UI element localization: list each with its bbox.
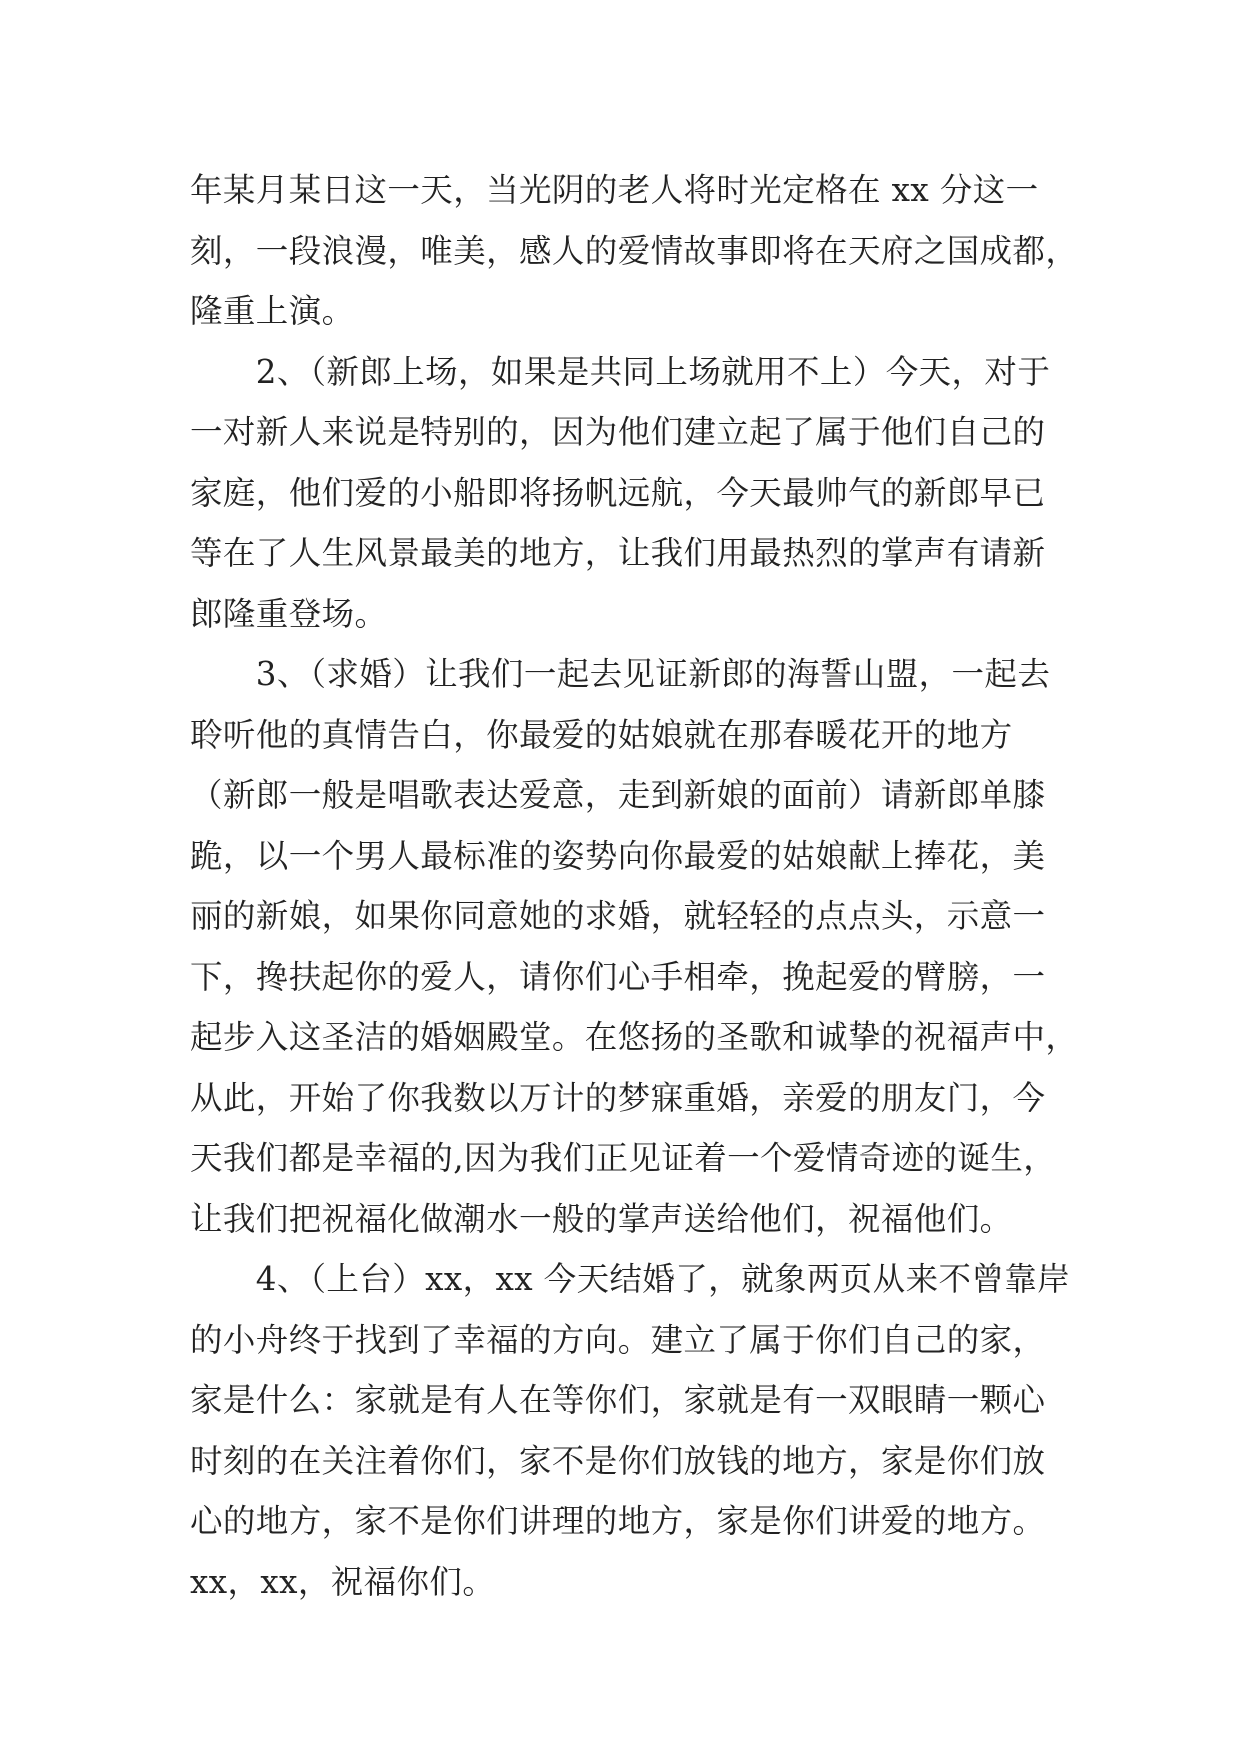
- text-line: 家庭，他们爱的小船即将扬帆远航，今天最帅气的新郎早已: [190, 473, 1046, 512]
- text-line: 让我们把祝福化做潮水一般的掌声送给他们，祝福他们。: [190, 1199, 1013, 1238]
- text-line: 郎隆重登场。: [190, 594, 388, 633]
- text-line: 天我们都是幸福的,因为我们正见证着一个爱情奇迹的诞生，: [190, 1139, 1057, 1177]
- text-line: 下，搀扶起你的爱人，请你们心手相牵，挽起爱的臂膀，一: [190, 957, 1046, 996]
- text-line: 隆重上演。: [190, 292, 355, 330]
- text-line: 聆听他的真情告白，你最爱的姑娘就在那春暖花开的地方: [190, 715, 1013, 754]
- text-line: 4、（上台）xx，xx 今天结婚了，就象两页从来不曾靠岸: [190, 1260, 1071, 1298]
- text-line: 等在了人生风景最美的地方，让我们用最热烈的掌声有请新: [190, 534, 1046, 572]
- text-line: 一对新人来说是特别的，因为他们建立起了属于他们自己的: [190, 413, 1046, 451]
- text-line: 2、（新郎上场，如果是共同上场就用不上）今天，对于: [190, 352, 1051, 391]
- text-line: （新郎一般是唱歌表达爱意，走到新娘的面前）请新郎单膝: [190, 776, 1046, 814]
- text-line: 起步入这圣洁的婚姻殿堂。在悠扬的圣歌和诚挚的祝福声中，: [190, 1018, 1079, 1056]
- text-line: 丽的新娘，如果你同意她的求婚，就轻轻的点点头，示意一: [190, 897, 1046, 935]
- text-line: 的小舟终于找到了幸福的方向。建立了属于你们自己的家，: [190, 1320, 1046, 1359]
- text-line: 跪，以一个男人最标准的姿势向你最爱的姑娘献上捧花，美: [190, 836, 1046, 875]
- text-line: 家是什么：家就是有人在等你们，家就是有一双眼睛一颗心: [190, 1381, 1046, 1419]
- text-line: 时刻的在关注着你们，家不是你们放钱的地方，家是你们放: [190, 1441, 1046, 1480]
- text-line: 心的地方，家不是你们讲理的地方，家是你们讲爱的地方。: [190, 1502, 1046, 1540]
- text-line: xx，xx，祝福你们。: [190, 1562, 496, 1601]
- text-line: 刻，一段浪漫，唯美，感人的爱情故事即将在天府之国成都，: [190, 231, 1079, 270]
- text-line: 年某月某日这一天，当光阴的老人将时光定格在 xx 分这一: [190, 171, 1039, 209]
- text-line: 从此，开始了你我数以万计的梦寐重婚，亲爱的朋友门，今: [190, 1078, 1046, 1117]
- document-body-text: [190, 160, 1079, 1612]
- text-line: 3、（求婚）让我们一起去见证新郎的海誓山盟，一起去: [190, 655, 1051, 693]
